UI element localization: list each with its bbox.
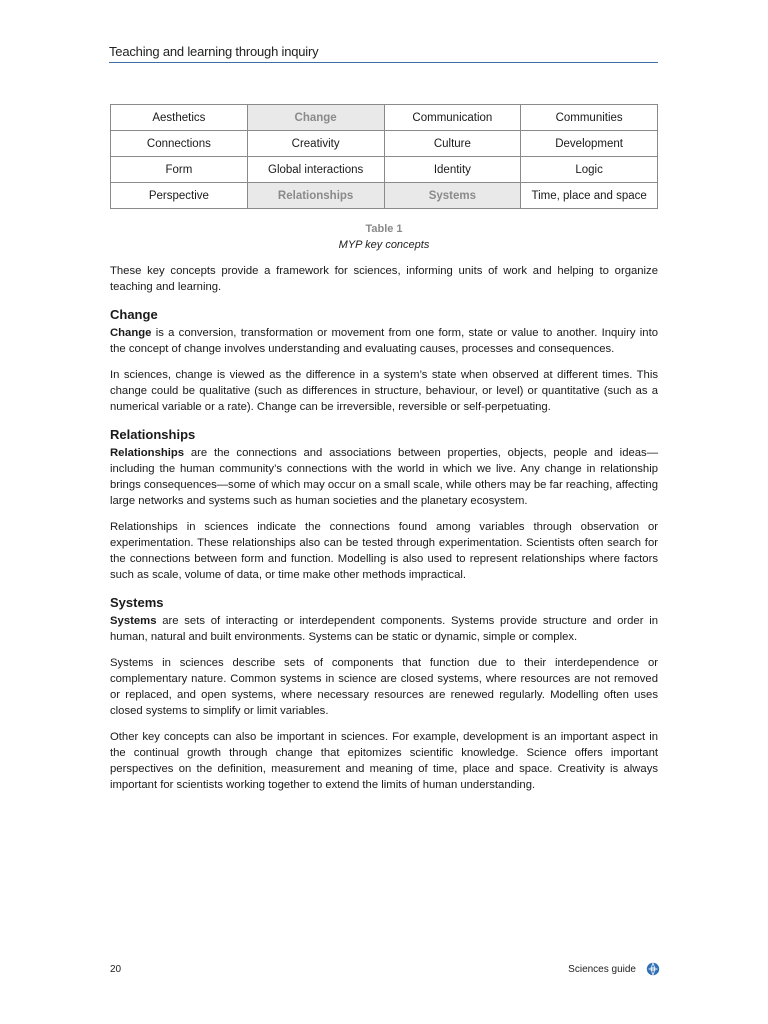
table-caption-number: Table 1: [365, 223, 403, 235]
table-cell: Development: [521, 131, 658, 157]
table-row: [111, 157, 658, 183]
table-cell: Creativity: [247, 131, 384, 157]
table-cell: Culture: [384, 131, 521, 157]
section-heading-systems: Systems: [110, 595, 164, 610]
table-cell: Connections: [111, 131, 248, 157]
table-cell-highlighted: Relationships: [247, 183, 384, 209]
table-cell: Global interactions: [247, 157, 384, 183]
body-content: [110, 263, 658, 803]
table-cell-highlighted: Systems: [384, 183, 521, 209]
defined-term: Relationships: [110, 447, 185, 459]
page-number: 20: [110, 964, 122, 975]
intro-paragraph: These key concepts provide a framework for sciences, informing units of work and helping to organize teaching and learning.: [110, 265, 658, 293]
defined-term: Change: [110, 327, 152, 339]
running-header: Teaching and learning through inquiry: [109, 44, 658, 63]
guide-title: Sciences guide: [568, 964, 636, 975]
body-paragraph: Systems in sciences describe sets of components that function due to their interdependence or complementary nature. Common systems in science are closed systems, where resources are not removed or replaced, and open systems, where necessary resources are renewed regularly. Modelling often uses closed systems to simplify or limit variables.: [110, 657, 658, 717]
table-cell: Time, place and space: [521, 183, 658, 209]
ib-globe-icon: [646, 962, 660, 976]
table-cell: Aesthetics: [111, 105, 248, 131]
definition-text: is a conversion, transformation or movement from one form, state or value to another. Inquiry into the concept of change involves understanding and evaluating causes, processes and consequences.: [110, 327, 658, 355]
body-paragraph: Relationships in sciences indicate the connections found among variables through observation or experimentation. These relationships also can be tested through experimentation. Scientists often search for the connections between form and function. Modelling is also used to represent relationships where factors such as scale, volume of data, or time make other methods impractical.: [110, 521, 658, 581]
section-heading-change: Change: [110, 307, 158, 322]
closing-paragraph: Other key concepts can also be important in sciences. For example, development is an important aspect in the continual growth through change that epitomizes scientific knowledge. Science offers important perspectives on the definition, measurement and meaning of time, place and space. Creativity is always important for scientists working together to extend the limits of human understanding.: [110, 731, 658, 791]
table-cell: Form: [111, 157, 248, 183]
definition-text: are sets of interacting or interdependent components. Systems provide structure and order in human, natural and built environments. Systems can be static or dynamic, simple or complex.: [110, 615, 658, 643]
table-row: [111, 183, 658, 209]
table-cell: Communication: [384, 105, 521, 131]
definition-text: are the connections and associations between properties, objects, people and ideas—including the human community’s connections with the world in which we live. Any change in relationship brings consequences—some of which may occur on a small scale, while others may be far reaching, affecting large networks and systems such as human societies and the planetary ecosystem.: [110, 447, 658, 507]
defined-term: Systems: [110, 615, 157, 627]
table-cell-highlighted: Change: [247, 105, 384, 131]
table-cell: Identity: [384, 157, 521, 183]
table-row: [111, 131, 658, 157]
definition-paragraph: [110, 445, 658, 509]
body-paragraph: In sciences, change is viewed as the difference in a system’s state when observed at different times. This change could be qualitative (such as differences in structure, behaviour, or level) or quantitative (such as a numerical variable or a rate). Change can be irreversible, reversible or self-perpetuating.: [110, 369, 658, 413]
table-cell: Logic: [521, 157, 658, 183]
table-cell: Communities: [521, 105, 658, 131]
section-heading-relationships: Relationships: [110, 427, 196, 442]
table-cell: Perspective: [111, 183, 248, 209]
definition-paragraph: [110, 325, 658, 357]
table-caption-title: MYP key concepts: [338, 239, 430, 251]
table-row: [111, 105, 658, 131]
key-concepts-table: [110, 104, 658, 209]
definition-paragraph: [110, 613, 658, 645]
